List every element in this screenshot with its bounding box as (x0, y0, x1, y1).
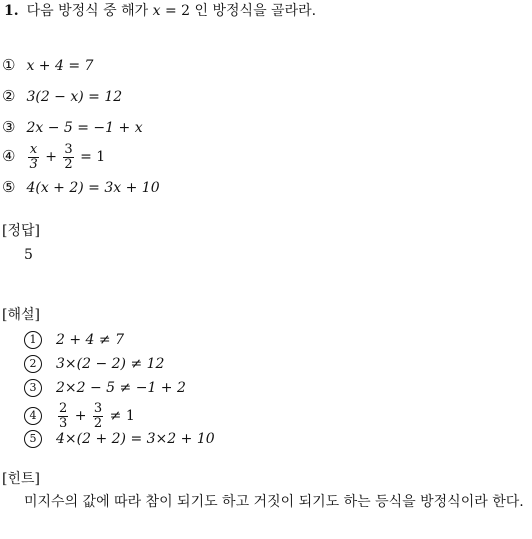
explanation-rest: ≠ 1 (109, 408, 135, 424)
question-number: 1. (4, 3, 19, 19)
option-fraction-2 (63, 143, 73, 172)
option-2 (2, 87, 122, 106)
option-fraction-1 (28, 143, 38, 172)
option-4 (2, 138, 105, 175)
option-mark: ① (2, 56, 16, 74)
explanation-expression: 2×2 − 5 ≠ −1 + 2 (56, 380, 186, 396)
circled-number: 2 (24, 355, 42, 373)
fraction-numerator: 3 (64, 141, 73, 157)
explanation-item-3 (24, 379, 186, 397)
fraction-denominator: 3 (59, 415, 68, 431)
circled-number: 3 (24, 379, 42, 397)
explanation-expression: 3×(2 − 2) ≠ 12 (56, 356, 165, 372)
explanation-fraction-1 (58, 402, 68, 431)
option-3 (2, 118, 143, 137)
explanation-expression: 4×(2 + 2) = 3×2 + 10 (56, 431, 215, 447)
question-variable: x (152, 3, 161, 19)
explanation-fraction-2 (93, 402, 103, 431)
explanation-item-1 (24, 331, 124, 349)
explanation-expression: 2 + 4 ≠ 7 (56, 332, 124, 348)
hint-label: [힌트] (2, 471, 40, 487)
fraction-denominator: 2 (64, 156, 73, 172)
option-expression: x + 4 = 7 (26, 58, 94, 74)
fraction-denominator: 3 (29, 156, 38, 172)
option-expression: 2x − 5 = −1 + x (26, 120, 143, 136)
explanation-label: [해설] (2, 307, 40, 323)
option-expression: 4(x + 2) = 3x + 10 (26, 180, 160, 196)
circled-number: 5 (24, 430, 42, 448)
question-text-after: 인 방정식을 골라라. (194, 3, 317, 19)
answer-value: 5 (24, 247, 33, 263)
question-text-before: 다음 방정식 중 해가 (26, 3, 149, 19)
option-mark: ⑤ (2, 178, 16, 196)
plus-sign: + (45, 149, 57, 165)
fraction-denominator: 2 (93, 415, 103, 431)
circled-number: 4 (24, 407, 42, 425)
hint-text: 미지수의 값에 따라 참이 되기도 하고 거짓이 되기도 하는 등식을 방정식이라 한다. (24, 494, 524, 510)
answer-label: [정답] (2, 223, 40, 239)
question (4, 2, 316, 20)
option-1 (2, 56, 93, 75)
option-5 (2, 178, 160, 197)
option-expression: 3(2 − x) = 12 (26, 89, 123, 105)
fraction-numerator: x (29, 141, 38, 157)
explanation-item-5 (24, 430, 215, 448)
question-value: = 2 (160, 3, 191, 19)
explanation-item-2 (24, 355, 164, 373)
option-mark: ③ (2, 118, 16, 136)
plus-sign: + (74, 408, 87, 424)
circled-number: 1 (24, 331, 42, 349)
option-mark: ④ (2, 147, 16, 165)
option-mark: ② (2, 87, 16, 105)
fraction-numerator: 2 (59, 400, 68, 416)
explanation-item-4 (24, 398, 135, 434)
fraction-numerator: 3 (93, 400, 103, 416)
option-rest: = 1 (80, 149, 106, 165)
